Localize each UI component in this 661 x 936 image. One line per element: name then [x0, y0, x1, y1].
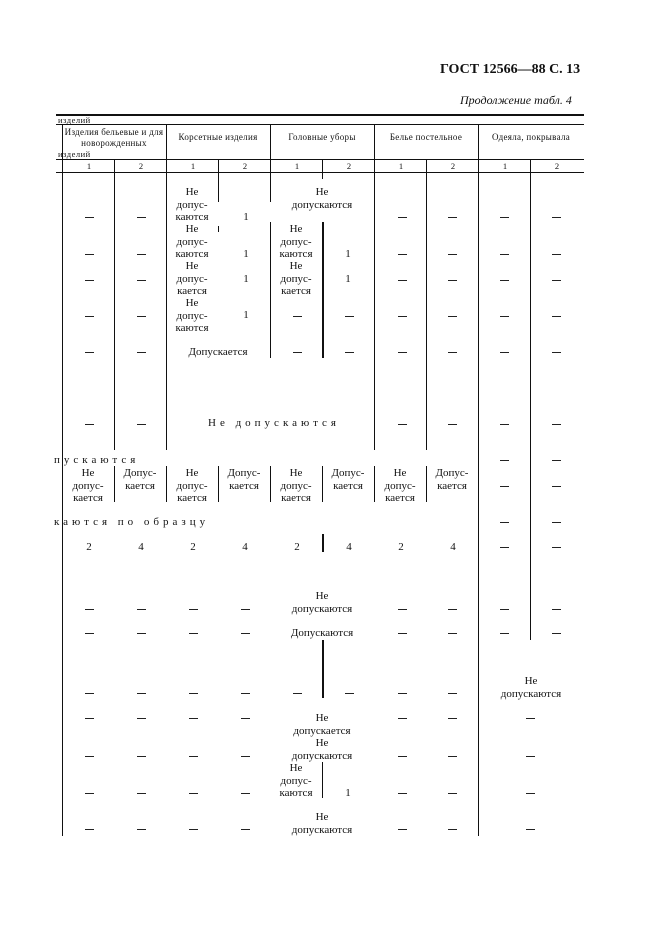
body-divider [218, 172, 219, 202]
dash [241, 693, 250, 694]
column-divider [166, 124, 167, 179]
dash [500, 424, 509, 425]
subcol-number: 2 [346, 161, 352, 171]
cell-text: Не допускаются [500, 675, 562, 700]
cell-text: Не допус- каются [175, 297, 209, 334]
cell-value: 1 [243, 211, 249, 223]
dash [398, 718, 407, 719]
column-divider [62, 124, 63, 836]
cell-value: 4 [346, 541, 352, 553]
dash [189, 609, 198, 610]
dash [500, 217, 509, 218]
spaced-text: пускаются [54, 454, 140, 466]
cell-value: 2 [190, 541, 196, 553]
dash [137, 633, 146, 634]
dash [552, 352, 561, 353]
dash [137, 718, 146, 719]
dash [552, 633, 561, 634]
column-header-corsetry: Корсетные изделия [178, 132, 258, 142]
dash [448, 424, 457, 425]
dash [448, 756, 457, 757]
dash [398, 633, 407, 634]
document-title: ГОСТ 12566—88 С. 13 [440, 62, 581, 77]
dash [137, 756, 146, 757]
dash [345, 352, 354, 353]
dash [137, 829, 146, 830]
dash [500, 460, 509, 461]
dash [398, 254, 407, 255]
body-divider [530, 172, 531, 640]
dash [85, 718, 94, 719]
dash [345, 316, 354, 317]
column-divider [374, 124, 375, 179]
body-divider [270, 172, 271, 202]
dash [137, 793, 146, 794]
dash [85, 829, 94, 830]
dash [137, 693, 146, 694]
dash [189, 756, 198, 757]
cell-value: 2 [294, 541, 300, 553]
dash [85, 756, 94, 757]
body-divider [218, 226, 219, 232]
body-divider [374, 172, 375, 450]
dash [398, 424, 407, 425]
spaced-text: Не допускаются [208, 417, 340, 429]
dash [526, 793, 535, 794]
body-divider [114, 466, 115, 502]
dash [500, 254, 509, 255]
dash [293, 352, 302, 353]
column-header-underwear: Изделия бельевые и для новорожденных [64, 127, 164, 148]
dash [85, 217, 94, 218]
body-divider [218, 466, 219, 502]
dash [448, 352, 457, 353]
dash [500, 609, 509, 610]
cell-text: Допускается [188, 346, 248, 358]
dash [448, 609, 457, 610]
dash [526, 718, 535, 719]
cell-text: Не допус- кается [384, 467, 416, 504]
body-divider [114, 172, 115, 450]
cell-text: Не допус- каются [175, 223, 209, 260]
body-divider [374, 466, 375, 502]
cell-text: Не допус- кается [280, 467, 312, 504]
cell-text: Не допус- кается [72, 467, 104, 504]
dash [241, 633, 250, 634]
column-divider [478, 124, 479, 179]
cell-text: Не допус- каются [279, 762, 313, 799]
dash [448, 217, 457, 218]
dash [137, 609, 146, 610]
dash [241, 718, 250, 719]
dash [85, 793, 94, 794]
dash [526, 756, 535, 757]
dash [241, 793, 250, 794]
dash [552, 316, 561, 317]
dash [448, 718, 457, 719]
cell-text: Не допускаются [291, 186, 353, 211]
dash [85, 316, 94, 317]
table-top-border [56, 114, 584, 116]
cell-text: Допускаются [290, 627, 354, 639]
body-divider [322, 762, 323, 798]
cell-value: 4 [242, 541, 248, 553]
cell-value: 2 [398, 541, 404, 553]
subcol-number: 1 [398, 161, 404, 171]
subcol-number: 1 [294, 161, 300, 171]
cell-text: Не допус- каются [175, 186, 209, 223]
dash [448, 316, 457, 317]
cell-value: 1 [345, 787, 351, 799]
body-divider [322, 222, 324, 358]
subcol-number: 1 [502, 161, 508, 171]
dash [552, 609, 561, 610]
dash [85, 352, 94, 353]
table-rule [56, 172, 584, 173]
cell-value: 4 [450, 541, 456, 553]
dash [241, 609, 250, 610]
dash [552, 424, 561, 425]
cell-text: Не допускаются [291, 737, 353, 762]
dash [500, 633, 509, 634]
dash [500, 486, 509, 487]
dash [552, 547, 561, 548]
body-divider [166, 172, 167, 450]
subcol-number: 2 [554, 161, 560, 171]
dash [552, 217, 561, 218]
column-header-blankets: Одеяла, покрывала [491, 132, 571, 142]
table-rule [56, 124, 584, 125]
dash [189, 829, 198, 830]
cell-value: 1 [345, 248, 351, 260]
dash [448, 280, 457, 281]
dash [85, 609, 94, 610]
dash [500, 352, 509, 353]
cell-value: 1 [243, 273, 249, 285]
cell-value: 2 [86, 541, 92, 553]
dash [448, 829, 457, 830]
dash [398, 829, 407, 830]
cell-text: Не допус- каются [279, 223, 313, 260]
table-rule [56, 159, 584, 160]
dash [85, 280, 94, 281]
dash [85, 424, 94, 425]
dash [500, 316, 509, 317]
dash [137, 217, 146, 218]
cell-text: Не допус- кается [176, 260, 208, 297]
cell-text: Не допус- кается [280, 260, 312, 297]
cell-text: Допус- кается [227, 467, 261, 492]
body-divider [426, 466, 427, 502]
cell-text: Не допускаются [291, 811, 353, 836]
column-divider [270, 124, 271, 179]
dash [552, 460, 561, 461]
column-header-bedding: Белье постельное [389, 132, 463, 142]
dash [189, 633, 198, 634]
dash [552, 522, 561, 523]
dash [137, 352, 146, 353]
dash [189, 693, 198, 694]
cell-text: Допус- кается [435, 467, 469, 492]
cell-value: 4 [138, 541, 144, 553]
dash [85, 633, 94, 634]
dash [189, 718, 198, 719]
spaced-text: каются по образцу [54, 516, 210, 528]
body-divider [166, 466, 167, 502]
body-divider [478, 172, 479, 836]
subcol-number: 1 [190, 161, 196, 171]
dash [552, 486, 561, 487]
dash [241, 756, 250, 757]
dash [552, 280, 561, 281]
dash [500, 522, 509, 523]
dash [398, 609, 407, 610]
cell-value: 1 [243, 248, 249, 260]
dash [448, 633, 457, 634]
dash [448, 254, 457, 255]
dash [137, 254, 146, 255]
subcol-divider [322, 159, 323, 179]
body-divider [322, 640, 324, 698]
cell-text: Допус- кается [123, 467, 157, 492]
dash [398, 316, 407, 317]
dash [137, 424, 146, 425]
dash [500, 280, 509, 281]
dash [526, 829, 535, 830]
cell-text: Не допускаются [291, 590, 353, 615]
body-divider [270, 466, 271, 502]
dash [85, 254, 94, 255]
dash [552, 254, 561, 255]
dash [345, 693, 354, 694]
dash [85, 693, 94, 694]
column-header-headwear: Головные уборы [288, 132, 356, 142]
body-divider [322, 534, 324, 552]
subcol-number: 2 [450, 161, 456, 171]
subcol-number: 1 [86, 161, 92, 171]
dash [448, 793, 457, 794]
cell-text: Допус- кается [331, 467, 365, 492]
table-continuation-label: Продолжение табл. 4 [460, 93, 572, 107]
subcol-number: 2 [242, 161, 248, 171]
dash [398, 352, 407, 353]
dash [398, 756, 407, 757]
subcol-number: 2 [138, 161, 144, 171]
header-label-mid: изделий [58, 149, 91, 159]
body-divider [426, 172, 427, 450]
header-label-top: изделий [58, 115, 91, 125]
dash [398, 693, 407, 694]
dash [398, 793, 407, 794]
dash [398, 280, 407, 281]
dash [500, 547, 509, 548]
cell-text: Не допускается [293, 712, 351, 737]
dash [398, 217, 407, 218]
dash [137, 280, 146, 281]
cell-value: 1 [345, 273, 351, 285]
body-divider [322, 466, 323, 502]
dash [293, 693, 302, 694]
dash [448, 693, 457, 694]
cell-text: Не допус- кается [176, 467, 208, 504]
dash [189, 793, 198, 794]
cell-value: 1 [243, 309, 249, 321]
dash [293, 316, 302, 317]
body-divider [270, 222, 271, 358]
dash [137, 316, 146, 317]
dash [241, 829, 250, 830]
